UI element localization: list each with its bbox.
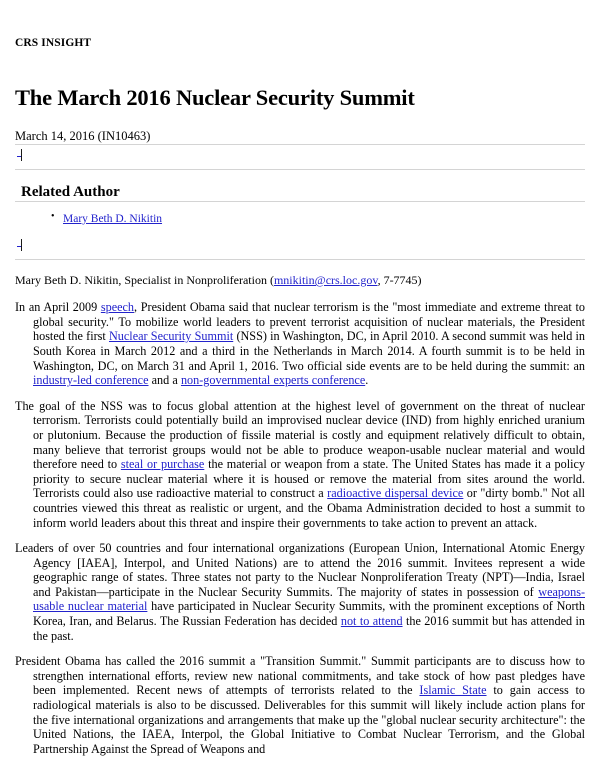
inline-link[interactable]: not to attend <box>340 614 403 629</box>
body-paragraph-para-2: The goal of the NSS was to focus global attention at the highest level of government on the threat of nuclear terrorism. Terrorists could potentially build an improvised nuclear device (IND) from highly enriched uranium or plutonium. Because the production of fissile material is costly and equipment relatively difficult to obtain, many believe that terrorist groups would not be able to produce weapon-usable nuclear material and would therefore need to steal or purchase the material or weapon from a state. The United States has made it a policy priority to secure nuclear material where it is housed or remove the material from sites around the world. Terrorists could also use radioactive material to construct a radioactive dispersal device or "dirty bomb." Not all countries viewed this threat as realistic or urgent, and the Obama Administration decided to host a summit to inform world leaders about this threat and inspire their governments to take action to prevent an attack. <box>15 398 585 530</box>
inline-link[interactable]: radioactive dispersal device <box>327 486 464 501</box>
inline-link[interactable]: non-governmental experts conference <box>180 373 366 388</box>
list-item <box>15 211 585 227</box>
inline-link[interactable]: industry-led conference <box>33 373 149 388</box>
byline-suffix: , 7-7745) <box>377 273 422 288</box>
crs-insight-kicker: CRS INSIGHT <box>15 37 92 49</box>
byline <box>15 260 585 288</box>
link-artifact-glyph-top <box>15 145 585 169</box>
body-paragraph-para-1: In an April 2009 speech, President Obama said that nuclear terrorism is the "most immediate and extreme threat to global security." To mobilize world leaders to prevent terrorist acquisition of nuclear materials, the President hosted the first Nuclear Security Summit (NSS) in Washington, DC, in April 2010. A second summit was held in South Korea in March 2012 and a third in the Netherlands in March 2014. A fourth summit is to be held in Washington, DC, on March 31 and April 1, 2016. Two official side events are to be held during the summit: an industry-led conference and a non-governmental experts conference. <box>15 300 585 388</box>
body-paragraph-para-4: President Obama has called the 2016 summit a "Transition Summit." Summit participants are to discuss how to strengthen international efforts, review new national commitments, and take stock of how past pledges have been implemented. Recent news of attempts of terrorists related to the Islamic State to gain access to radiological materials is also to be discussed. Deliverables for this summit will likely include action plans for the five international organizations and arrangements that make up the "global nuclear security architecture": the United Nations, the IAEA, Interpol, the Global Initiative to Combat Nuclear Terrorism, and the Global Partnership Against the Spread of Weapons and <box>15 654 586 756</box>
inline-link[interactable]: weapons-usable nuclear material <box>33 584 585 614</box>
byline-prefix: Mary Beth D. Nikitin, Specialist in Nonproliferation ( <box>15 273 274 288</box>
body-paragraph-para-3: Leaders of over 50 countries and four international organizations (European Union, International Atomic Energy Agency [IAEA], Interpol, and United Nations) are to attend the 2016 summit. Invitees represent a wide geographic range of states. Three states not party to the Nuclear Nonproliferation Treaty (NPT)—India, Israel and Pakistan—participate in the Nuclear Security Summits. The majority of states in possession of weapons-usable nuclear material have participated in Nuclear Security Summits, with the prominent exceptions of North Korea, Iran, and Belarus. The Russian Federation has decided not to attend the 2016 summit but has attended in the past. <box>15 541 586 643</box>
author-email-link[interactable]: mnikitin@crs.loc.gov <box>273 273 378 288</box>
author-link[interactable]: Mary Beth D. Nikitin <box>63 212 163 225</box>
related-author-heading: Related Author <box>21 183 120 200</box>
link-artifact-glyph-bottom <box>15 227 585 259</box>
article-body <box>15 288 585 756</box>
inline-link[interactable]: speech <box>100 300 135 315</box>
artifact-bar <box>21 149 22 161</box>
inline-link[interactable]: Nuclear Security Summit <box>109 329 234 344</box>
publication-date: March 14, 2016 (IN10463) <box>15 128 151 143</box>
page-title: The March 2016 Nuclear Security Summit <box>15 84 415 110</box>
inline-link[interactable]: steal or purchase <box>120 457 205 472</box>
inline-link[interactable]: Islamic State <box>419 683 487 698</box>
related-author-list <box>15 202 585 227</box>
artifact-bar <box>21 239 22 251</box>
